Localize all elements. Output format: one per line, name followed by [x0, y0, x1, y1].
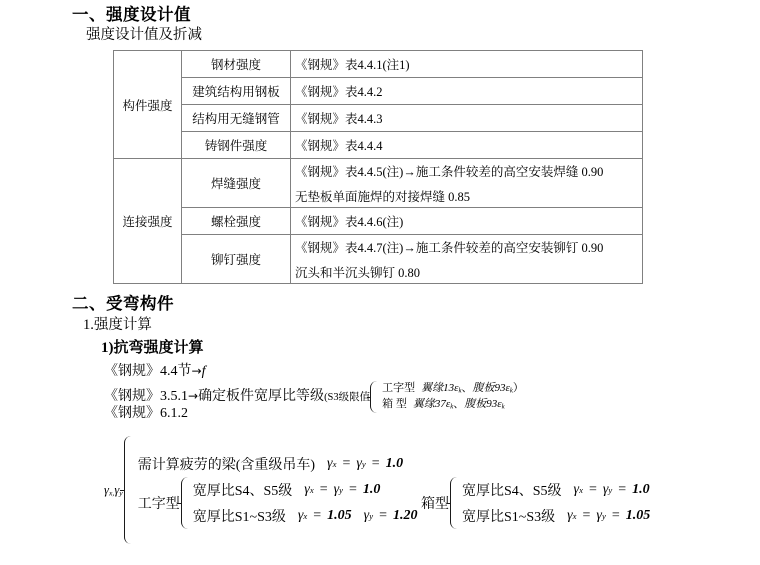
s3-row-web: 腹板93ε: [464, 397, 502, 410]
section1-heading: 一、强度设计值: [72, 5, 191, 24]
gamma-rows: [138, 451, 651, 529]
s3-limit-group: [370, 381, 524, 413]
table-row: [114, 159, 643, 208]
gamma-x-subscript: x: [309, 485, 314, 495]
gamma-row-text: 宽厚比S1~S3级: [461, 510, 556, 525]
ref-prefix: 《钢规》4.4节: [104, 364, 192, 379]
s3-row-flange-sub: k: [450, 403, 454, 411]
gamma-x-symbol: γ: [104, 482, 109, 497]
s3-row-tail: ）: [512, 382, 524, 394]
table-cell-subitem: 建筑结构用钢板: [182, 78, 291, 105]
strength-design-table: [113, 50, 643, 284]
table-cell-category: 构件强度: [114, 51, 182, 159]
gamma-row: [193, 503, 418, 529]
gamma-value-2: 1.20: [392, 508, 418, 523]
symbol-f: f: [201, 364, 206, 379]
table-cell-value-line2: 无垫板单面施焊的对接焊缝 0.85: [295, 189, 471, 204]
gamma-x-symbol: γ: [573, 482, 580, 497]
gamma-group-i-section: [138, 477, 418, 529]
gamma-value: 1.05: [327, 508, 352, 523]
table-cell-value: [291, 159, 643, 208]
gamma-group-label: 工字型: [137, 497, 180, 512]
gamma-y-subscript: y: [608, 485, 613, 495]
table-cell-value-line1: 《钢规》表4.4.7(注)→施工条件较差的高空安装铆钉 0.90: [295, 240, 604, 255]
gamma-x-symbol: γ: [297, 508, 304, 523]
table-cell-value: 《钢规》表4.4.1(注1): [291, 51, 643, 78]
table-cell-subitem: 结构用无缝钢管: [182, 105, 291, 132]
s3-row-web-sub: k: [509, 387, 513, 395]
table-row: [114, 235, 643, 284]
s3-row-box-section: [382, 397, 524, 413]
s3-annotation-label: (S3级限值: [324, 392, 371, 404]
equals-sign: =: [582, 508, 591, 523]
table-cell-category: 连接强度: [114, 159, 182, 284]
gamma-value: 1.0: [632, 482, 650, 497]
gamma-y-subscript: y: [339, 485, 343, 495]
table-row: [114, 208, 643, 235]
table-row: [114, 132, 643, 159]
gamma-y-subscript: y: [119, 488, 123, 498]
table-row: [114, 78, 643, 105]
s3-row-flange-sub: k: [458, 387, 462, 395]
equals-sign: =: [348, 482, 357, 497]
equals-sign: =: [588, 482, 597, 497]
arrow-icon: →: [188, 389, 199, 404]
table-cell-value: 《钢规》表4.4.4: [291, 132, 643, 159]
s3-row-web: 腹板93ε: [472, 382, 510, 394]
equals-sign: =: [618, 482, 627, 497]
curly-brace-icon: [370, 381, 378, 413]
ref-text: 确定板件宽厚比等级: [198, 389, 325, 405]
table-cell-value-line1: 《钢规》表4.4.5(注)→施工条件较差的高空安装焊缝 0.90: [295, 164, 604, 179]
outer-curly-brace-icon: [124, 436, 134, 544]
gamma-row-text: 宽厚比S4、S5级: [192, 484, 293, 499]
equals-sign: =: [313, 508, 322, 523]
section2-heading: 二、受弯构件: [72, 294, 174, 313]
table-cell-subitem: 钢材强度: [182, 51, 291, 78]
gamma-x-subscript: x: [303, 511, 308, 521]
equals-sign: =: [371, 456, 380, 471]
s3-row-web-sub: k: [501, 403, 505, 411]
table-cell-value: 《钢规》表4.4.2: [291, 78, 643, 105]
gamma-row-text: 宽厚比S4、S5级: [461, 484, 562, 499]
inner-curly-brace-icon: [450, 477, 458, 529]
gamma-x-subscript: x: [579, 485, 583, 495]
table-row: [114, 51, 643, 78]
gamma-row-text: 宽厚比S1~S3级: [192, 510, 286, 525]
gamma-x-subscript: x,: [108, 488, 115, 498]
s3-row-label: 工字型: [382, 382, 416, 394]
gamma-x-subscript: x: [572, 511, 577, 521]
gamma-group-label: 箱型: [420, 497, 449, 512]
gamma-y-subscript: y: [369, 511, 374, 521]
table-cell-value: 《钢规》表4.4.3: [291, 105, 643, 132]
table-cell-value: [291, 235, 643, 284]
gamma-y-symbol: γ: [356, 456, 362, 471]
gamma-y-symbol: γ: [333, 482, 340, 497]
gamma-y-subscript: y: [601, 511, 606, 521]
equals-sign: =: [379, 508, 387, 523]
gamma-x-symbol: γ: [327, 456, 333, 471]
gamma-value: 1.0: [385, 456, 404, 471]
reference-line-4-4: [104, 362, 205, 382]
gamma-group-rows: [462, 477, 650, 529]
gamma-row-fatigue: [138, 451, 651, 477]
gamma-x-symbol: γ: [304, 482, 310, 497]
reference-line-6-1-2: 《钢规》6.1.2: [104, 406, 188, 421]
s3-row-sep: 、: [453, 397, 465, 410]
ref-prefix: 《钢规》3.5.1: [104, 389, 188, 405]
table-cell-subitem: 焊缝强度: [182, 159, 291, 208]
s3-row-flange: 翼缘37ε: [412, 397, 451, 410]
gamma-row-text: 需计算疲劳的梁(含重级吊车): [137, 458, 316, 473]
gamma-x-subscript: x: [332, 459, 337, 469]
s3-row-flange: 翼缘13ε: [421, 382, 459, 394]
gamma-value: 1.0: [362, 482, 381, 497]
gamma-y-symbol: γ: [114, 482, 120, 497]
arrow-icon: →: [191, 364, 202, 378]
equals-sign: =: [319, 482, 328, 497]
inner-curly-brace-icon: [181, 477, 189, 529]
table-cell-subitem: 铆钉强度: [182, 235, 291, 284]
gamma-group-box-section: [421, 477, 650, 529]
gamma-y-symbol: γ: [596, 508, 602, 523]
equals-sign: =: [342, 456, 351, 471]
s3-rows: [382, 381, 524, 413]
gamma-row: [193, 477, 418, 503]
section2-item1: 1.强度计算: [83, 317, 152, 333]
table-cell-value-line2: 沉头和半沉头铆钉 0.80: [295, 265, 421, 280]
gamma-x-symbol: γ: [567, 508, 573, 523]
section1-subheading: 强度设计值及折减: [86, 27, 202, 43]
gamma-factor-block: [104, 436, 650, 544]
gamma-y-subscript: y: [361, 459, 366, 469]
gamma-y-symbol: γ: [363, 508, 370, 523]
equals-sign: =: [611, 508, 620, 523]
table-cell-subitem: 铸钢件强度: [182, 132, 291, 159]
gamma-row: [462, 503, 650, 529]
gamma-group-rows: [193, 477, 418, 529]
s3-row-label: 箱 型: [382, 397, 407, 410]
gamma-value: 1.05: [625, 508, 651, 523]
s3-row-sep: 、: [461, 382, 473, 394]
gamma-row: [462, 477, 650, 503]
s3-row-i-section: [382, 381, 524, 397]
table-row: [114, 105, 643, 132]
section2-item1-sub1: 1)抗弯强度计算: [101, 340, 204, 356]
table-cell-subitem: 螺栓强度: [182, 208, 291, 235]
gamma-y-symbol: γ: [602, 482, 609, 497]
table-cell-value: 《钢规》表4.4.6(注): [291, 208, 643, 235]
